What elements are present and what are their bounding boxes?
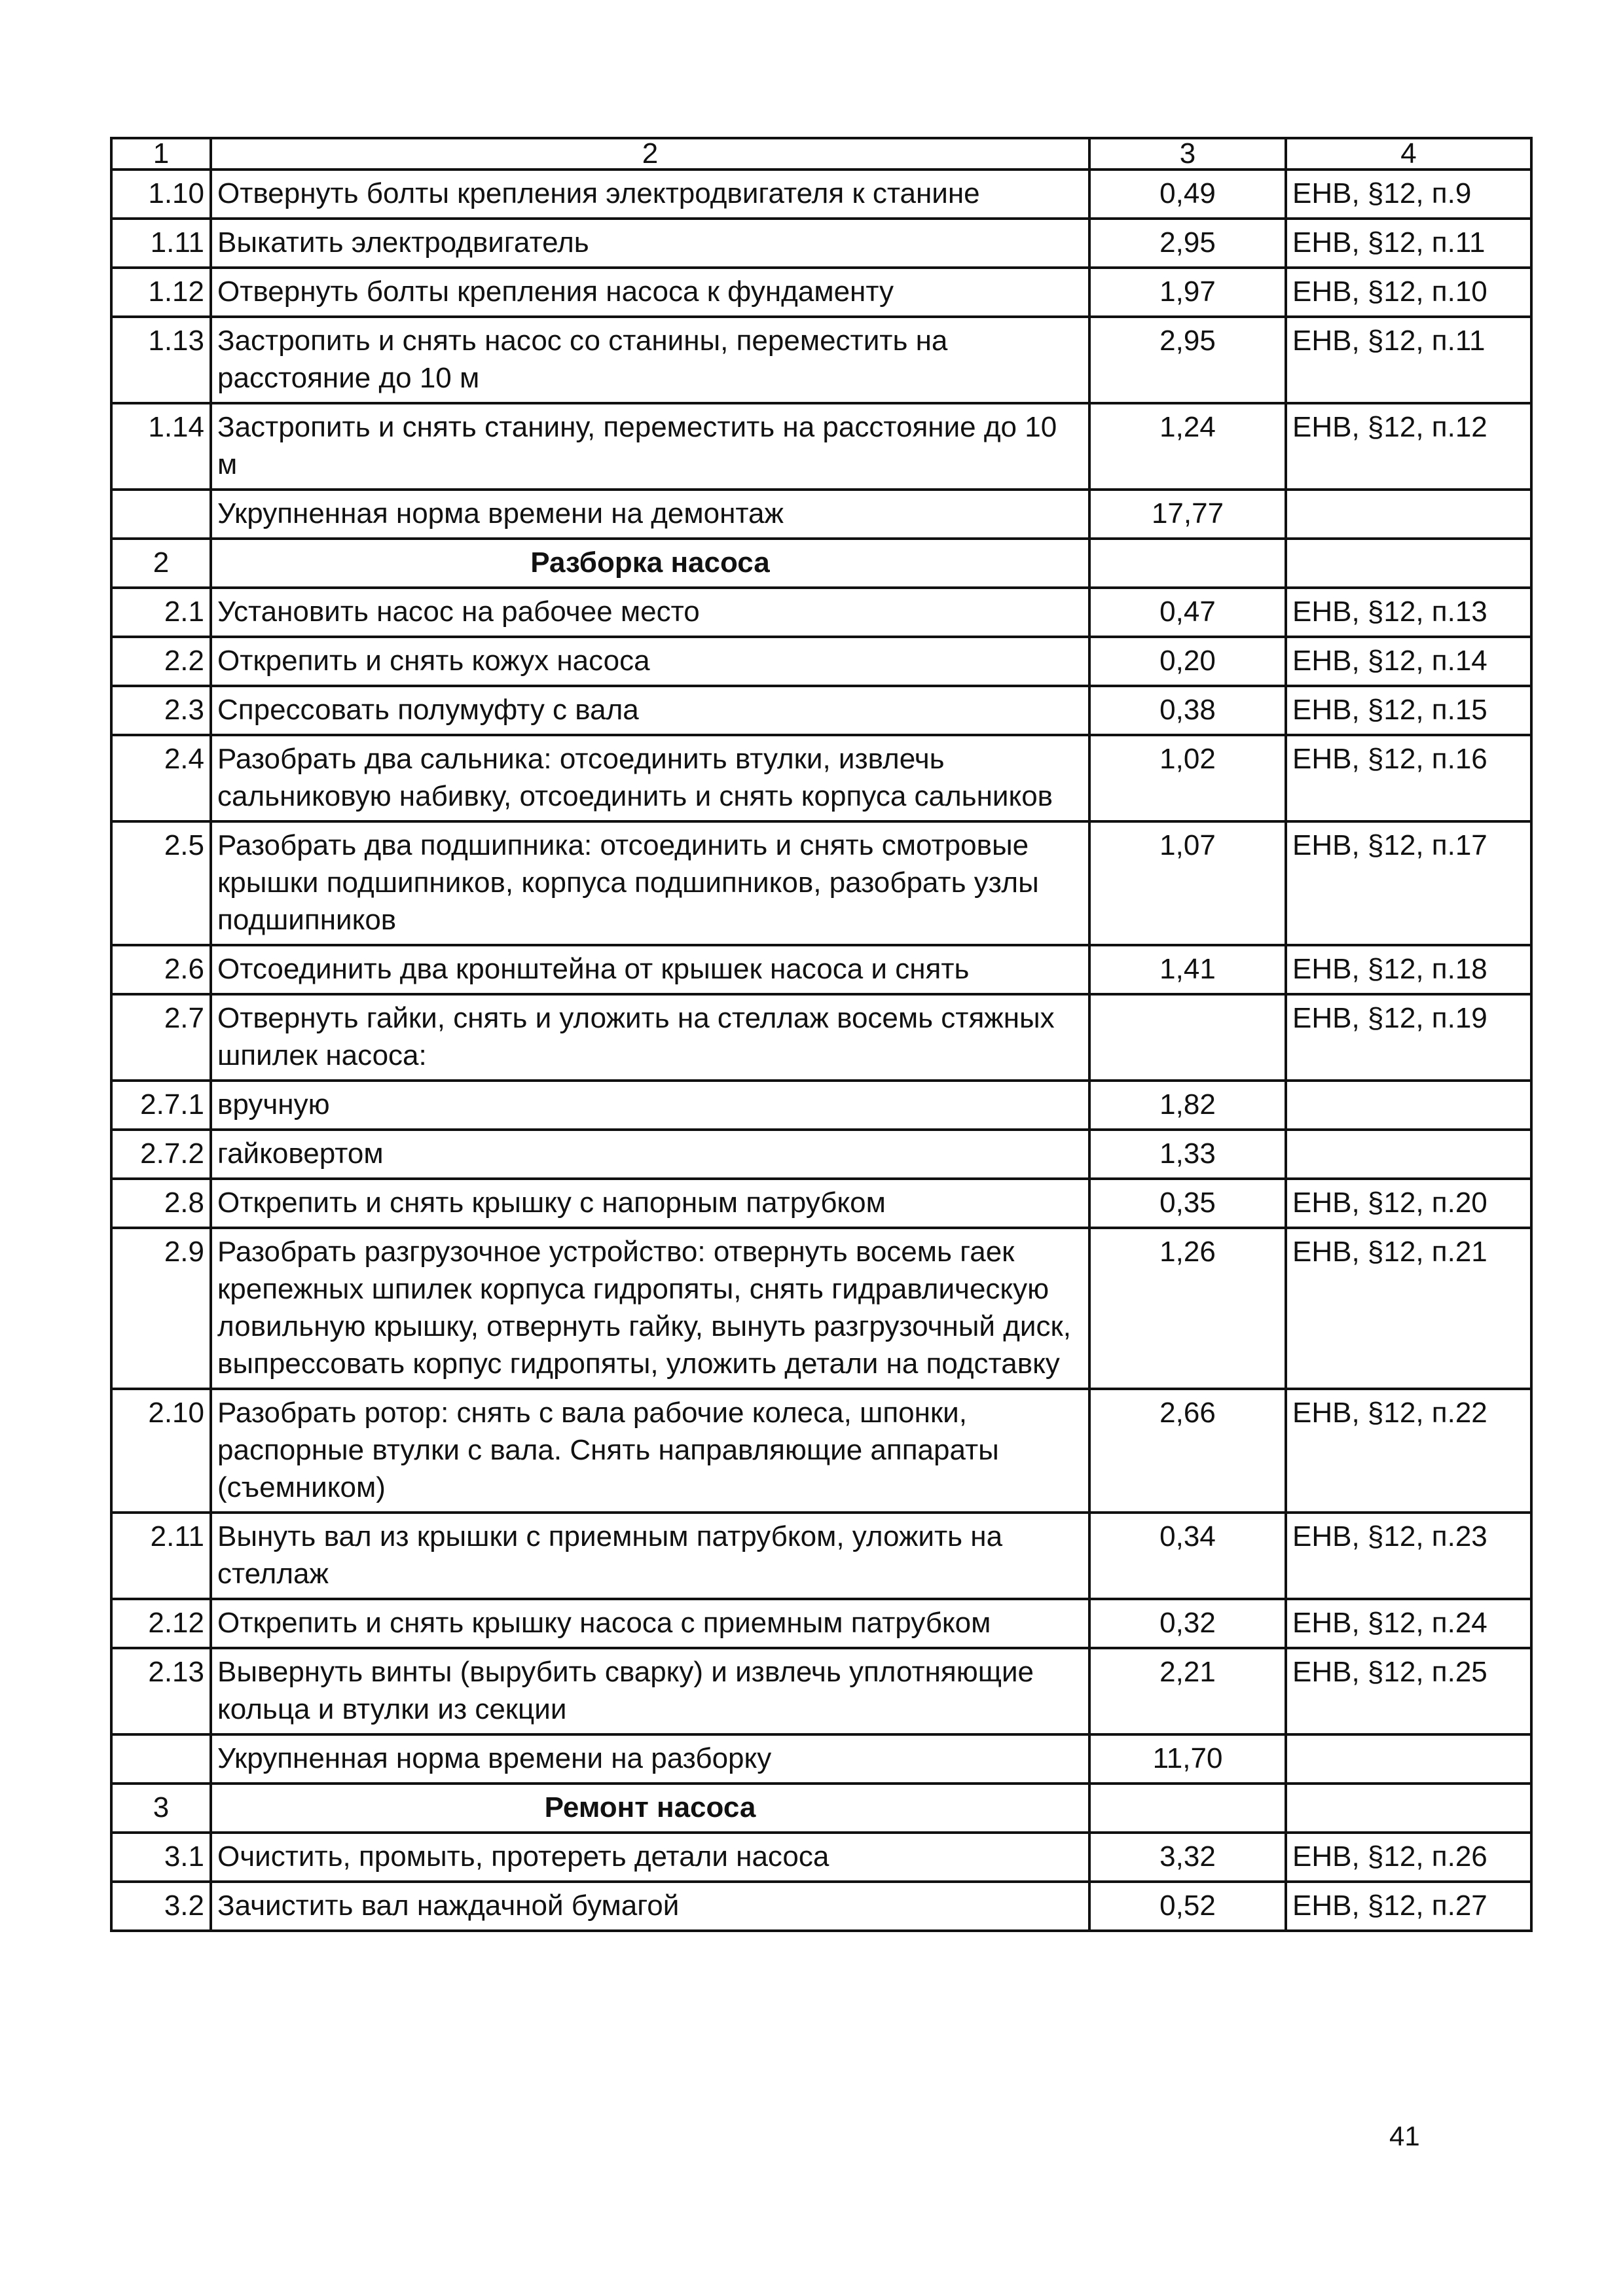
row-description: Разобрать два сальника: отсоединить втулки, извлечь сальниковую набивку, отсоединить и снять корпуса сальников: [211, 735, 1089, 821]
row-value: 2,95: [1089, 219, 1286, 268]
row-value: 3,32: [1089, 1833, 1286, 1882]
row-description: Вынуть вал из крышки с приемным патрубком, уложить на стеллаж: [211, 1513, 1089, 1599]
row-value: 2,95: [1089, 317, 1286, 403]
section-row: [111, 539, 1531, 588]
row-description: Открепить и снять крышку насоса с приемным патрубком: [211, 1599, 1089, 1648]
row-description: Разобрать ротор: снять с вала рабочие колеса, шпонки, распорные втулки с вала. Снять направляющие аппараты (съемником): [211, 1389, 1089, 1513]
row-value: [1089, 994, 1286, 1081]
row-number: [111, 490, 211, 539]
table-row: [111, 403, 1531, 490]
row-value: [1089, 1784, 1286, 1833]
row-value: 0,32: [1089, 1599, 1286, 1648]
row-number: 2.13: [111, 1648, 211, 1734]
norms-table: [110, 137, 1533, 1932]
row-description: Отвернуть гайки, снять и уложить на стеллаж восемь стяжных шпилек насоса:: [211, 994, 1089, 1081]
row-number: [111, 1734, 211, 1784]
row-number: 2.2: [111, 637, 211, 686]
table-row: [111, 994, 1531, 1081]
row-reference: [1286, 539, 1531, 588]
header-cell-value: 3: [1089, 138, 1286, 170]
row-reference: ЕНВ, §12, п.22: [1286, 1389, 1531, 1513]
row-reference: ЕНВ, §12, п.21: [1286, 1228, 1531, 1389]
row-reference: ЕНВ, §12, п.27: [1286, 1882, 1531, 1931]
row-value: 1,33: [1089, 1130, 1286, 1179]
table-row: [111, 1081, 1531, 1130]
row-description: гайковертом: [211, 1130, 1089, 1179]
row-reference: ЕНВ, §12, п.15: [1286, 686, 1531, 735]
row-description: Ремонт насоса: [211, 1784, 1089, 1833]
row-reference: ЕНВ, §12, п.18: [1286, 945, 1531, 994]
row-value: 0,38: [1089, 686, 1286, 735]
row-reference: ЕНВ, §12, п.23: [1286, 1513, 1531, 1599]
row-number: 1.12: [111, 268, 211, 317]
header-row: [111, 138, 1531, 170]
table-body: [111, 138, 1531, 1931]
row-number: 1.13: [111, 317, 211, 403]
row-reference: ЕНВ, §12, п.25: [1286, 1648, 1531, 1734]
row-reference: [1286, 1130, 1531, 1179]
row-number: 1.14: [111, 403, 211, 490]
header-cell-description: 2: [211, 138, 1089, 170]
header-cell-reference: 4: [1286, 138, 1531, 170]
row-number: 2.1: [111, 588, 211, 637]
row-number: 2.5: [111, 821, 211, 945]
row-description: Выкатить электродвигатель: [211, 219, 1089, 268]
row-number: 3: [111, 1784, 211, 1833]
row-value: 1,82: [1089, 1081, 1286, 1130]
row-reference: [1286, 490, 1531, 539]
row-reference: ЕНВ, §12, п.26: [1286, 1833, 1531, 1882]
row-number: 2.7: [111, 994, 211, 1081]
total-row: [111, 1734, 1531, 1784]
table-row: [111, 170, 1531, 219]
row-description: Открепить и снять кожух насоса: [211, 637, 1089, 686]
row-value: 1,41: [1089, 945, 1286, 994]
row-description: Застропить и снять станину, переместить на расстояние до 10 м: [211, 403, 1089, 490]
row-value: 0,49: [1089, 170, 1286, 219]
row-value: [1089, 539, 1286, 588]
row-description: Укрупненная норма времени на разборку: [211, 1734, 1089, 1784]
row-description: Разобрать два подшипника: отсоединить и снять смотровые крышки подшипников, корпуса подшипников, разобрать узлы подшипников: [211, 821, 1089, 945]
row-value: 0,34: [1089, 1513, 1286, 1599]
row-reference: ЕНВ, §12, п.12: [1286, 403, 1531, 490]
row-value: 0,35: [1089, 1179, 1286, 1228]
row-description: Очистить, промыть, протереть детали насоса: [211, 1833, 1089, 1882]
table-row: [111, 1882, 1531, 1931]
row-reference: [1286, 1081, 1531, 1130]
row-number: 2: [111, 539, 211, 588]
row-number: 2.12: [111, 1599, 211, 1648]
row-number: 2.7.1: [111, 1081, 211, 1130]
row-reference: [1286, 1784, 1531, 1833]
table-row: [111, 735, 1531, 821]
row-reference: ЕНВ, §12, п.17: [1286, 821, 1531, 945]
total-row: [111, 490, 1531, 539]
row-number: 3.1: [111, 1833, 211, 1882]
header-cell-number: 1: [111, 138, 211, 170]
row-value: 0,20: [1089, 637, 1286, 686]
table-row: [111, 268, 1531, 317]
row-value: 1,24: [1089, 403, 1286, 490]
row-value: 1,07: [1089, 821, 1286, 945]
row-value: 1,26: [1089, 1228, 1286, 1389]
row-reference: ЕНВ, §12, п.20: [1286, 1179, 1531, 1228]
row-description: Застропить и снять насос со станины, переместить на расстояние до 10 м: [211, 317, 1089, 403]
row-reference: ЕНВ, §12, п.13: [1286, 588, 1531, 637]
row-number: 2.9: [111, 1228, 211, 1389]
row-description: Спрессовать полумуфту с вала: [211, 686, 1089, 735]
row-reference: ЕНВ, §12, п.24: [1286, 1599, 1531, 1648]
row-description: Установить насос на рабочее место: [211, 588, 1089, 637]
row-value: 2,66: [1089, 1389, 1286, 1513]
table-row: [111, 1389, 1531, 1513]
table-row: [111, 1833, 1531, 1882]
row-number: 2.11: [111, 1513, 211, 1599]
row-value: 1,97: [1089, 268, 1286, 317]
page-number: 41: [1389, 2121, 1420, 2151]
row-description: Разборка насоса: [211, 539, 1089, 588]
row-number: 1.10: [111, 170, 211, 219]
row-number: 2.4: [111, 735, 211, 821]
row-value: 17,77: [1089, 490, 1286, 539]
table-row: [111, 1599, 1531, 1648]
row-number: 3.2: [111, 1882, 211, 1931]
row-reference: ЕНВ, §12, п.16: [1286, 735, 1531, 821]
row-number: 2.10: [111, 1389, 211, 1513]
row-description: вручную: [211, 1081, 1089, 1130]
row-number: 2.3: [111, 686, 211, 735]
row-description: Вывернуть винты (вырубить сварку) и извлечь уплотняющие кольца и втулки из секции: [211, 1648, 1089, 1734]
row-value: 11,70: [1089, 1734, 1286, 1784]
row-reference: ЕНВ, §12, п.19: [1286, 994, 1531, 1081]
table-row: [111, 1179, 1531, 1228]
section-row: [111, 1784, 1531, 1833]
table-row: [111, 1130, 1531, 1179]
row-description: Разобрать разгрузочное устройство: отвернуть восемь гаек крепежных шпилек корпуса гидропяты, снять гидравлическую ловильную крышку, отвернуть гайку, вынуть разгрузочный диск, выпрессовать корпус гидропяты, уложить детали на подставку: [211, 1228, 1089, 1389]
row-number: 2.8: [111, 1179, 211, 1228]
row-description: Укрупненная норма времени на демонтаж: [211, 490, 1089, 539]
table-row: [111, 1513, 1531, 1599]
row-description: Отсоединить два кронштейна от крышек насоса и снять: [211, 945, 1089, 994]
row-description: Отвернуть болты крепления насоса к фундаменту: [211, 268, 1089, 317]
table-row: [111, 945, 1531, 994]
table-row: [111, 821, 1531, 945]
table-row: [111, 1228, 1531, 1389]
table-row: [111, 686, 1531, 735]
row-value: 0,47: [1089, 588, 1286, 637]
row-description: Отвернуть болты крепления электродвигателя к станине: [211, 170, 1089, 219]
row-reference: ЕНВ, §12, п.10: [1286, 268, 1531, 317]
table-row: [111, 588, 1531, 637]
table-row: [111, 1648, 1531, 1734]
row-description: Зачистить вал наждачной бумагой: [211, 1882, 1089, 1931]
row-reference: ЕНВ, §12, п.14: [1286, 637, 1531, 686]
row-number: 2.6: [111, 945, 211, 994]
table-row: [111, 317, 1531, 403]
row-reference: [1286, 1734, 1531, 1784]
row-value: 1,02: [1089, 735, 1286, 821]
row-value: 2,21: [1089, 1648, 1286, 1734]
row-value: 0,52: [1089, 1882, 1286, 1931]
table-row: [111, 637, 1531, 686]
row-reference: ЕНВ, §12, п.11: [1286, 219, 1531, 268]
row-number: 2.7.2: [111, 1130, 211, 1179]
table-row: [111, 219, 1531, 268]
row-reference: ЕНВ, §12, п.11: [1286, 317, 1531, 403]
row-reference: ЕНВ, §12, п.9: [1286, 170, 1531, 219]
row-description: Открепить и снять крышку с напорным патрубком: [211, 1179, 1089, 1228]
row-number: 1.11: [111, 219, 211, 268]
